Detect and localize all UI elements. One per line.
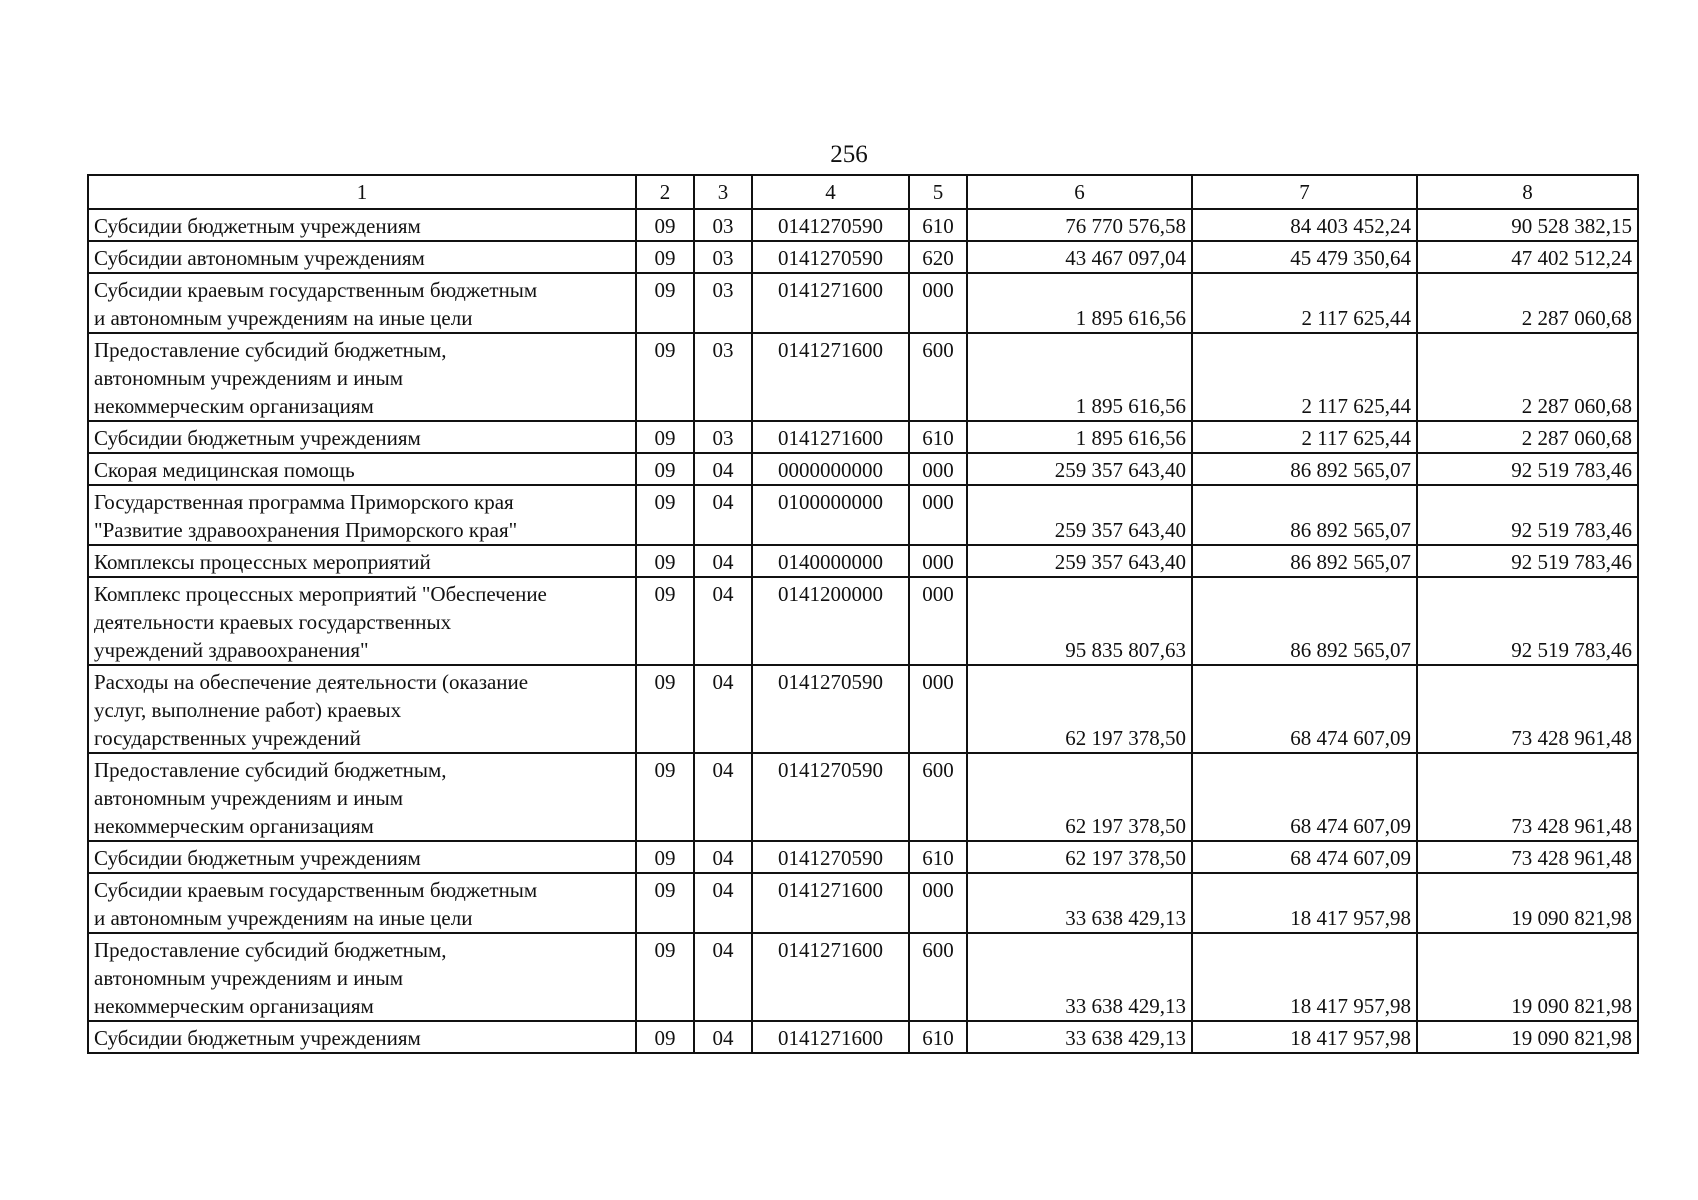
amount-col6-cell: 1 895 616,56	[967, 421, 1192, 453]
subsection-code-cell: 04	[694, 453, 752, 485]
name-cell: Субсидии краевым государственным бюджетным и автономным учреждениям на иные цели	[88, 273, 636, 333]
table-row	[88, 333, 1638, 421]
target-article-cell: 0141270590	[752, 841, 909, 873]
amount-col8-cell: 2 287 060,68	[1417, 333, 1638, 421]
target-article-cell: 0141271600	[752, 873, 909, 933]
expense-type-cell: 600	[909, 933, 967, 1021]
amount-col6-cell: 259 357 643,40	[967, 545, 1192, 577]
column-header-4: 4	[752, 175, 909, 209]
amount-col8-cell: 92 519 783,46	[1417, 577, 1638, 665]
column-header-5: 5	[909, 175, 967, 209]
target-article-cell: 0141270590	[752, 753, 909, 841]
target-article-cell: 0141271600	[752, 933, 909, 1021]
name-cell: Субсидии бюджетным учреждениям	[88, 1021, 636, 1053]
budget-table	[87, 174, 1639, 1054]
section-code-cell: 09	[636, 933, 694, 1021]
amount-col7-cell: 68 474 607,09	[1192, 753, 1417, 841]
section-code-cell: 09	[636, 1021, 694, 1053]
subsection-code-cell: 03	[694, 209, 752, 241]
expense-type-cell: 000	[909, 485, 967, 545]
subsection-code-cell: 04	[694, 753, 752, 841]
section-code-cell: 09	[636, 333, 694, 421]
name-cell: Государственная программа Приморского края "Развитие здравоохранения Приморского края"	[88, 485, 636, 545]
target-article-cell: 0141271600	[752, 1021, 909, 1053]
amount-col7-cell: 2 117 625,44	[1192, 333, 1417, 421]
amount-col8-cell: 92 519 783,46	[1417, 453, 1638, 485]
amount-col7-cell: 86 892 565,07	[1192, 453, 1417, 485]
subsection-code-cell: 04	[694, 873, 752, 933]
table-row	[88, 453, 1638, 485]
amount-col7-cell: 84 403 452,24	[1192, 209, 1417, 241]
expense-type-cell: 000	[909, 873, 967, 933]
column-number-row	[88, 175, 1638, 209]
subsection-code-cell: 03	[694, 421, 752, 453]
name-cell: Скорая медицинская помощь	[88, 453, 636, 485]
expense-type-cell: 000	[909, 665, 967, 753]
amount-col7-cell: 18 417 957,98	[1192, 873, 1417, 933]
target-article-cell: 0141270590	[752, 665, 909, 753]
amount-col6-cell: 1 895 616,56	[967, 333, 1192, 421]
section-code-cell: 09	[636, 545, 694, 577]
target-article-cell: 0141271600	[752, 333, 909, 421]
amount-col6-cell: 95 835 807,63	[967, 577, 1192, 665]
name-cell: Расходы на обеспечение деятельности (оказание услуг, выполнение работ) краевых государственных учреждений	[88, 665, 636, 753]
amount-col8-cell: 19 090 821,98	[1417, 873, 1638, 933]
section-code-cell: 09	[636, 273, 694, 333]
table-body	[88, 209, 1638, 1053]
expense-type-cell: 000	[909, 273, 967, 333]
amount-col6-cell: 33 638 429,13	[967, 1021, 1192, 1053]
expense-type-cell: 610	[909, 421, 967, 453]
amount-col7-cell: 86 892 565,07	[1192, 485, 1417, 545]
column-header-6: 6	[967, 175, 1192, 209]
amount-col6-cell: 62 197 378,50	[967, 665, 1192, 753]
name-cell: Субсидии бюджетным учреждениям	[88, 841, 636, 873]
expense-type-cell: 600	[909, 753, 967, 841]
name-cell: Субсидии бюджетным учреждениям	[88, 421, 636, 453]
column-header-1: 1	[88, 175, 636, 209]
table-row	[88, 933, 1638, 1021]
name-cell: Предоставление субсидий бюджетным, автономным учреждениям и иным некоммерческим организациям	[88, 333, 636, 421]
amount-col8-cell: 90 528 382,15	[1417, 209, 1638, 241]
section-code-cell: 09	[636, 485, 694, 545]
amount-col8-cell: 19 090 821,98	[1417, 933, 1638, 1021]
section-code-cell: 09	[636, 753, 694, 841]
name-cell: Комплекс процессных мероприятий "Обеспечение деятельности краевых государственных учреждений здравоохранения"	[88, 577, 636, 665]
amount-col6-cell: 1 895 616,56	[967, 273, 1192, 333]
section-code-cell: 09	[636, 241, 694, 273]
expense-type-cell: 620	[909, 241, 967, 273]
column-header-7: 7	[1192, 175, 1417, 209]
target-article-cell: 0141270590	[752, 209, 909, 241]
amount-col6-cell: 33 638 429,13	[967, 873, 1192, 933]
amount-col8-cell: 92 519 783,46	[1417, 545, 1638, 577]
name-cell: Комплексы процессных мероприятий	[88, 545, 636, 577]
name-cell: Субсидии автономным учреждениям	[88, 241, 636, 273]
subsection-code-cell: 04	[694, 485, 752, 545]
subsection-code-cell: 04	[694, 577, 752, 665]
amount-col7-cell: 2 117 625,44	[1192, 421, 1417, 453]
expense-type-cell: 000	[909, 453, 967, 485]
expense-type-cell: 000	[909, 577, 967, 665]
table-row	[88, 485, 1638, 545]
expense-type-cell: 610	[909, 841, 967, 873]
section-code-cell: 09	[636, 577, 694, 665]
amount-col8-cell: 2 287 060,68	[1417, 273, 1638, 333]
amount-col8-cell: 73 428 961,48	[1417, 753, 1638, 841]
page-number: 256	[830, 141, 868, 168]
table-row	[88, 665, 1638, 753]
expense-type-cell: 610	[909, 1021, 967, 1053]
target-article-cell: 0141271600	[752, 273, 909, 333]
table-row	[88, 873, 1638, 933]
name-cell: Предоставление субсидий бюджетным, автономным учреждениям и иным некоммерческим организациям	[88, 753, 636, 841]
amount-col8-cell: 47 402 512,24	[1417, 241, 1638, 273]
target-article-cell: 0100000000	[752, 485, 909, 545]
table-row	[88, 577, 1638, 665]
amount-col6-cell: 62 197 378,50	[967, 753, 1192, 841]
name-cell: Субсидии краевым государственным бюджетным и автономным учреждениям на иные цели	[88, 873, 636, 933]
amount-col6-cell: 76 770 576,58	[967, 209, 1192, 241]
amount-col8-cell: 92 519 783,46	[1417, 485, 1638, 545]
name-cell: Предоставление субсидий бюджетным, автономным учреждениям и иным некоммерческим организациям	[88, 933, 636, 1021]
amount-col7-cell: 2 117 625,44	[1192, 273, 1417, 333]
table-row	[88, 545, 1638, 577]
table-row	[88, 1021, 1638, 1053]
amount-col7-cell: 45 479 350,64	[1192, 241, 1417, 273]
subsection-code-cell: 04	[694, 545, 752, 577]
target-article-cell: 0140000000	[752, 545, 909, 577]
subsection-code-cell: 04	[694, 841, 752, 873]
subsection-code-cell: 03	[694, 273, 752, 333]
amount-col6-cell: 259 357 643,40	[967, 485, 1192, 545]
column-header-8: 8	[1417, 175, 1638, 209]
section-code-cell: 09	[636, 209, 694, 241]
table-row	[88, 209, 1638, 241]
amount-col7-cell: 18 417 957,98	[1192, 933, 1417, 1021]
table-row	[88, 753, 1638, 841]
target-article-cell: 0141271600	[752, 421, 909, 453]
target-article-cell: 0141200000	[752, 577, 909, 665]
amount-col6-cell: 43 467 097,04	[967, 241, 1192, 273]
expense-type-cell: 610	[909, 209, 967, 241]
table-row	[88, 841, 1638, 873]
table-row	[88, 421, 1638, 453]
amount-col7-cell: 68 474 607,09	[1192, 665, 1417, 753]
target-article-cell: 0000000000	[752, 453, 909, 485]
amount-col8-cell: 73 428 961,48	[1417, 665, 1638, 753]
subsection-code-cell: 04	[694, 665, 752, 753]
subsection-code-cell: 04	[694, 933, 752, 1021]
section-code-cell: 09	[636, 665, 694, 753]
amount-col6-cell: 33 638 429,13	[967, 933, 1192, 1021]
name-cell: Субсидии бюджетным учреждениям	[88, 209, 636, 241]
amount-col8-cell: 19 090 821,98	[1417, 1021, 1638, 1053]
amount-col7-cell: 18 417 957,98	[1192, 1021, 1417, 1053]
amount-col8-cell: 73 428 961,48	[1417, 841, 1638, 873]
column-header-2: 2	[636, 175, 694, 209]
table-row	[88, 241, 1638, 273]
amount-col7-cell: 86 892 565,07	[1192, 577, 1417, 665]
subsection-code-cell: 03	[694, 333, 752, 421]
expense-type-cell: 000	[909, 545, 967, 577]
subsection-code-cell: 03	[694, 241, 752, 273]
amount-col8-cell: 2 287 060,68	[1417, 421, 1638, 453]
target-article-cell: 0141270590	[752, 241, 909, 273]
section-code-cell: 09	[636, 453, 694, 485]
expense-type-cell: 600	[909, 333, 967, 421]
section-code-cell: 09	[636, 841, 694, 873]
column-header-3: 3	[694, 175, 752, 209]
table-row	[88, 273, 1638, 333]
section-code-cell: 09	[636, 421, 694, 453]
amount-col6-cell: 259 357 643,40	[967, 453, 1192, 485]
amount-col7-cell: 86 892 565,07	[1192, 545, 1417, 577]
section-code-cell: 09	[636, 873, 694, 933]
amount-col7-cell: 68 474 607,09	[1192, 841, 1417, 873]
subsection-code-cell: 04	[694, 1021, 752, 1053]
amount-col6-cell: 62 197 378,50	[967, 841, 1192, 873]
